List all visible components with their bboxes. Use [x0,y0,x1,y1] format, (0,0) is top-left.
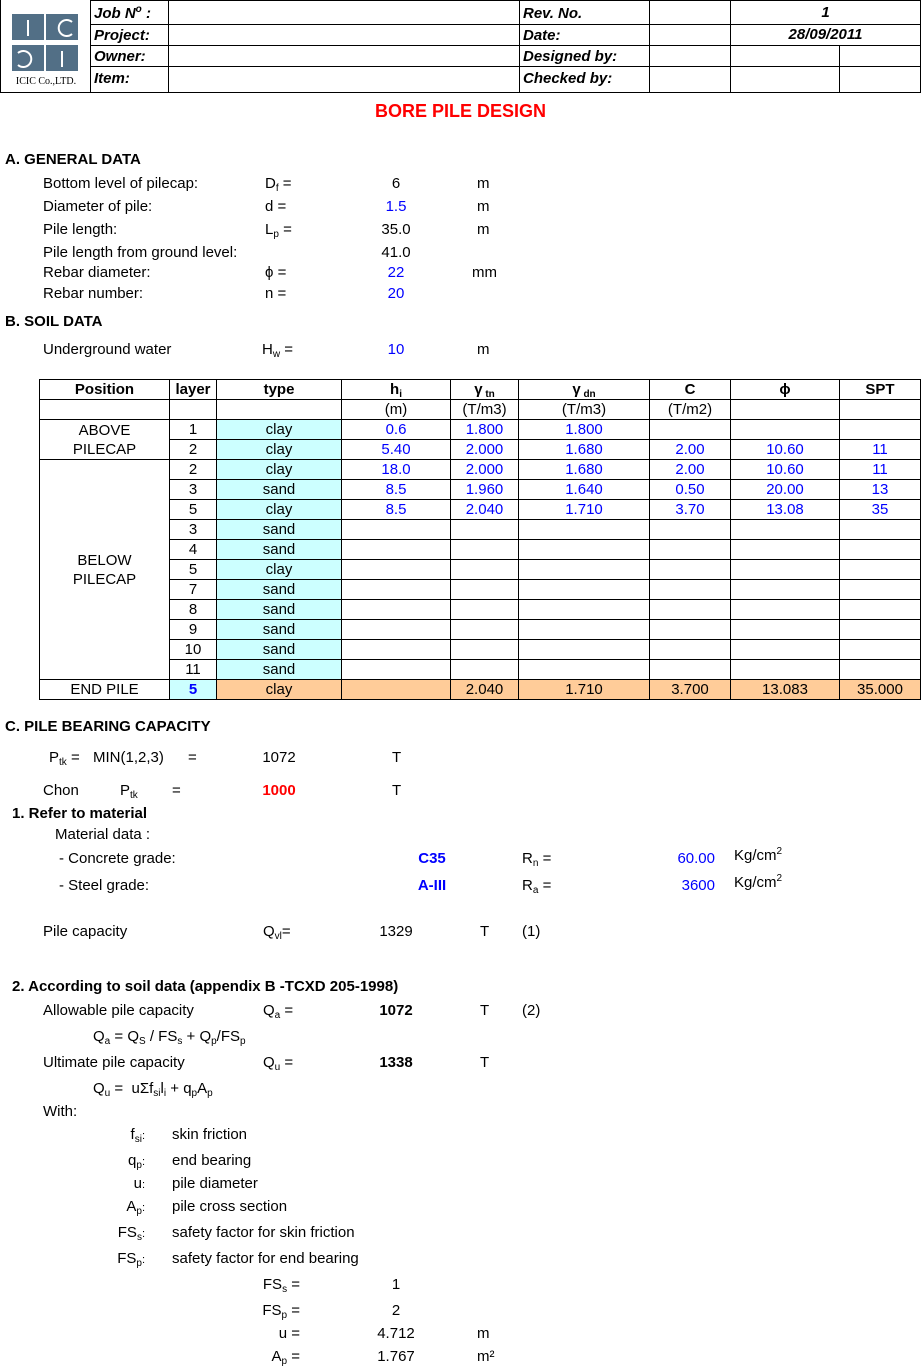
table-row [40,420,921,440]
qvl-ref: (1) [522,923,541,940]
owner-label: Owner: [94,48,146,65]
table-cell [451,600,519,620]
table-row [40,600,921,620]
table-cell: 10.60 [731,460,840,480]
item-label: Item: [94,70,130,87]
steel-grade-value: A-III [417,877,447,894]
ptk-formula: MIN(1,2,3) [93,749,164,766]
definition-symbol: $FS_s$: [117,1224,145,1243]
table-cell: 0.50 [650,480,731,500]
qvl-symbol: $Q_{vl}=$ [263,923,291,942]
parameter-value: 2 [391,1302,401,1319]
underground-water-value: 10 [387,341,405,358]
parameter-value: 4.712 [377,1325,415,1342]
table-cell [840,580,921,600]
chon-equals: = [172,782,181,799]
definition-symbol: $q_p$: [128,1152,145,1171]
table-cell [650,640,731,660]
table-cell: clay [217,420,342,440]
table-cell: 20.00 [731,480,840,500]
table-cell [342,660,451,680]
company-name: ICIC Co.,LTD. [15,76,77,87]
unit-cell: (T/m2) [650,400,731,420]
capacity-heading: C. PILE BEARING CAPACITY [5,718,211,735]
general-row-symbol: ϕ = [265,264,287,281]
qu-formula: $Q_u = u\Sigma f_{si}l_i + q_pA_p$ [93,1080,213,1099]
table-row [40,580,921,600]
table-cell: 4 [170,540,217,560]
table-cell [650,660,731,680]
table-row [40,460,921,480]
general-row-label: Bottom level of pilecap: [43,175,199,192]
table-cell [451,660,519,680]
qu-value: 1338 [379,1054,413,1071]
table-cell: sand [217,540,342,560]
table-cell [519,560,650,580]
table-cell: 10 [170,640,217,660]
ultimate-capacity-label: Ultimate pile capacity [43,1054,185,1071]
table-cell: 2.00 [650,460,731,480]
general-row-unit: mm [472,264,497,281]
rev-no-label: Rev. No. [523,5,583,22]
table-cell [731,620,840,640]
logo-mark-icon [10,12,80,76]
table-cell: 5 [170,560,217,580]
concrete-grade-value: C35 [418,850,446,867]
table-cell: 7 [170,580,217,600]
general-row-symbol: $D_f$ = [265,175,292,194]
general-row-label: Pile length: [43,221,118,238]
table-cell [519,640,650,660]
table-cell: 1 [170,420,217,440]
ptk-unit: T [392,749,402,766]
chon-label: Chon [43,782,79,799]
table-row [40,520,921,540]
column-header: layer [170,380,217,400]
table-cell [731,540,840,560]
rn-symbol: $R_n$ = [522,850,552,869]
position-cell: ABOVE PILECAP [40,420,170,460]
general-row-label: Rebar diameter: [43,264,151,281]
table-cell [519,620,650,640]
parameter-symbol: $FS_p$ = [262,1302,300,1321]
unit-cell [731,400,840,420]
ptk-equals: = [188,749,197,766]
end-pile-cell [342,680,451,700]
definition-text: skin friction [172,1126,248,1143]
unit-cell: (T/m3) [519,400,650,420]
column-header: type [217,380,342,400]
allowable-capacity-label: Allowable pile capacity [43,1002,194,1019]
parameter-unit: m² [477,1348,495,1365]
table-row [40,640,921,660]
table-cell: sand [217,520,342,540]
end-pile-cell: 3.700 [650,680,731,700]
qu-symbol: $Q_u$ = [263,1054,294,1073]
table-cell [519,660,650,680]
chon-value: 1000 [262,782,296,799]
table-cell [650,580,731,600]
soil-layer-table [39,379,921,700]
steel-grade-label: - Steel grade: [59,877,150,894]
date-label: Date: [523,27,561,44]
soil-data-heading: B. SOIL DATA [5,313,103,330]
table-row [40,660,921,680]
job-no-label: Job $N^o$ : [94,4,151,22]
table-cell: 5 [170,500,217,520]
table-cell [451,560,519,580]
material-heading: 1. Refer to material [12,805,148,822]
table-cell [731,580,840,600]
column-header: SPT [840,380,921,400]
chon-unit: T [392,782,402,799]
parameter-unit: m [477,1325,490,1342]
general-row-unit: m [477,221,490,238]
document-header [0,0,921,93]
table-cell: clay [217,560,342,580]
table-cell [519,540,650,560]
general-row-symbol: $L_p$ = [265,221,292,240]
table-cell: sand [217,660,342,680]
table-cell: 2 [170,460,217,480]
definition-text: end bearing [172,1152,252,1169]
unit-cell [170,400,217,420]
underground-water-symbol: $H_w$ = [262,341,294,360]
general-row-value: 35.0 [381,221,411,238]
table-cell [342,600,451,620]
table-row [40,500,921,520]
definition-symbol: $A_p$: [126,1198,145,1217]
column-header: $h_i$ [342,380,451,400]
table-cell [840,520,921,540]
unit-cell [840,400,921,420]
table-cell [342,580,451,600]
table-cell: 2 [170,440,217,460]
table-cell [731,420,840,440]
project-label: Project: [94,27,150,44]
date-value: 28/09/2011 [788,26,863,43]
table-cell [731,520,840,540]
end-pile-cell: 13.083 [731,680,840,700]
general-row-value: 6 [391,175,401,192]
designed-by-label: Designed by: [523,48,618,65]
table-cell [650,620,731,640]
table-cell [451,620,519,640]
table-cell: 1.640 [519,480,650,500]
table-cell: clay [217,440,342,460]
table-cell: 1.680 [519,460,650,480]
table-cell: 2.00 [650,440,731,460]
document-title: BORE PILE DESIGN [374,101,547,121]
position-cell: BELOW PILECAP [40,460,170,680]
table-cell: 13 [840,480,921,500]
table-cell [519,520,650,540]
table-cell: 2.000 [451,460,519,480]
table-cell [342,620,451,640]
end-pile-cell: clay [217,680,342,700]
table-cell [451,580,519,600]
table-cell: 3.70 [650,500,731,520]
definition-text: pile diameter [172,1175,258,1192]
checked-by-label: Checked by: [523,70,613,87]
column-header: Position [40,380,170,400]
table-cell: 2.000 [451,440,519,460]
qa-unit: T [480,1002,490,1019]
table-cell: 8.5 [342,500,451,520]
general-row-value: 20 [387,285,405,302]
table-cell [840,420,921,440]
definition-symbol: $f_{si}$: [130,1126,145,1145]
underground-water-label: Underground water [43,341,172,358]
table-header-row [40,380,921,400]
with-label: With: [43,1103,78,1120]
parameter-symbol: $A_p$ = [271,1348,300,1367]
column-header: C [650,380,731,400]
table-cell [451,540,519,560]
table-cell: clay [217,460,342,480]
table-cell [731,560,840,580]
table-cell: 11 [170,660,217,680]
table-cell [342,640,451,660]
table-cell: 0.6 [342,420,451,440]
ra-unit: $Kg/cm^2$ [734,873,783,891]
table-cell: 11 [840,460,921,480]
table-cell [650,420,731,440]
table-cell [650,520,731,540]
parameter-value: 1.767 [377,1348,415,1365]
table-cell: sand [217,600,342,620]
definition-text: safety factor for skin friction [172,1224,355,1241]
qa-ref: (2) [522,1002,541,1019]
definition-text: pile cross section [172,1198,288,1215]
table-cell: sand [217,480,342,500]
material-data-label: Material data : [55,826,151,843]
table-cell [731,600,840,620]
table-cell [840,600,921,620]
unit-cell: (T/m3) [451,400,519,420]
table-cell: 8 [170,600,217,620]
unit-cell [217,400,342,420]
table-cell [342,560,451,580]
ra-value: 3600 [681,877,715,894]
ra-symbol: $R_a$ = [522,877,552,896]
definition-text: safety factor for end bearing [172,1250,359,1267]
table-cell: 8.5 [342,480,451,500]
unit-cell: (m) [342,400,451,420]
end-pile-cell: 5 [170,680,217,700]
general-row-symbol: d = [265,198,287,215]
qa-formula: $Q_a = Q_S / FS_s + Q_p/FS_p$ [93,1028,246,1047]
table-cell [342,520,451,540]
table-cell: 18.0 [342,460,451,480]
qa-symbol: $Q_a$ = [263,1002,294,1021]
table-row [40,480,921,500]
table-cell [650,540,731,560]
table-row [40,560,921,580]
table-row [40,620,921,640]
table-row [40,540,921,560]
table-cell [840,640,921,660]
table-units-row [40,400,921,420]
ptk-value: 1072 [262,749,296,766]
table-cell: 1.800 [519,420,650,440]
end-pile-cell: END PILE [40,680,170,700]
company-logo [10,12,80,76]
table-cell: 13.08 [731,500,840,520]
general-row-value: 22 [387,264,405,281]
general-row-label: Pile length from ground level: [43,244,238,261]
table-cell [342,540,451,560]
general-row-label: Diameter of pile: [43,198,153,215]
table-cell: 10.60 [731,440,840,460]
table-cell [840,660,921,680]
column-header: ϕ [731,380,840,400]
table-cell: 3 [170,480,217,500]
parameter-value: 1 [391,1276,401,1293]
table-cell [451,640,519,660]
table-cell: sand [217,580,342,600]
table-cell: sand [217,640,342,660]
general-row-value: 1.5 [385,198,407,215]
table-cell: 35 [840,500,921,520]
table-row [40,440,921,460]
soil-capacity-heading: 2. According to soil data (appendix B -TCXD 205-1998) [12,978,399,995]
table-cell: 1.680 [519,440,650,460]
general-row-label: Rebar number: [43,285,144,302]
end-pile-cell: 2.040 [451,680,519,700]
pile-capacity-label: Pile capacity [43,923,128,940]
general-row-symbol: n = [265,285,287,302]
definition-symbol: u: [133,1175,145,1192]
table-cell [840,620,921,640]
table-cell: clay [217,500,342,520]
table-cell [840,540,921,560]
table-cell: 9 [170,620,217,640]
table-cell: 1.710 [519,500,650,520]
table-cell [519,600,650,620]
column-header: γ $_{tn}$ [451,380,519,400]
concrete-grade-label: - Concrete grade: [59,850,176,867]
table-cell [731,640,840,660]
table-cell: 11 [840,440,921,460]
parameter-symbol: u = [278,1325,300,1342]
rev-no-value: 1 [821,4,830,21]
chon-ptk-symbol: $P_{tk}$ [120,782,138,801]
table-cell [650,560,731,580]
table-cell: 1.960 [451,480,519,500]
general-row-value: 41.0 [381,244,411,261]
table-cell: 5.40 [342,440,451,460]
table-cell [451,520,519,540]
qu-unit: T [480,1054,490,1071]
end-pile-cell: 1.710 [519,680,650,700]
table-cell [650,600,731,620]
rn-value: 60.00 [677,850,715,867]
ptk-symbol: $P_{tk}$ = [49,749,80,768]
general-row-unit: m [477,198,490,215]
table-cell [840,560,921,580]
table-cell [731,660,840,680]
table-cell: sand [217,620,342,640]
rn-unit: $Kg/cm^2$ [734,846,783,864]
definition-symbol: $FS_p$: [117,1250,145,1269]
table-cell: 2.040 [451,500,519,520]
qa-value: 1072 [379,1002,413,1019]
underground-water-unit: m [477,341,490,358]
table-cell: 1.800 [451,420,519,440]
parameter-symbol: $FS_s$ = [262,1276,300,1295]
table-cell [519,580,650,600]
end-pile-row [40,680,921,700]
table-cell: 3 [170,520,217,540]
general-row-unit: m [477,175,490,192]
column-header: γ $_{dn}$ [519,380,650,400]
qvl-value: 1329 [379,923,413,940]
qvl-unit: T [480,923,490,940]
general-data-heading: A. GENERAL DATA [5,151,141,168]
unit-cell [40,400,170,420]
end-pile-cell: 35.000 [840,680,921,700]
